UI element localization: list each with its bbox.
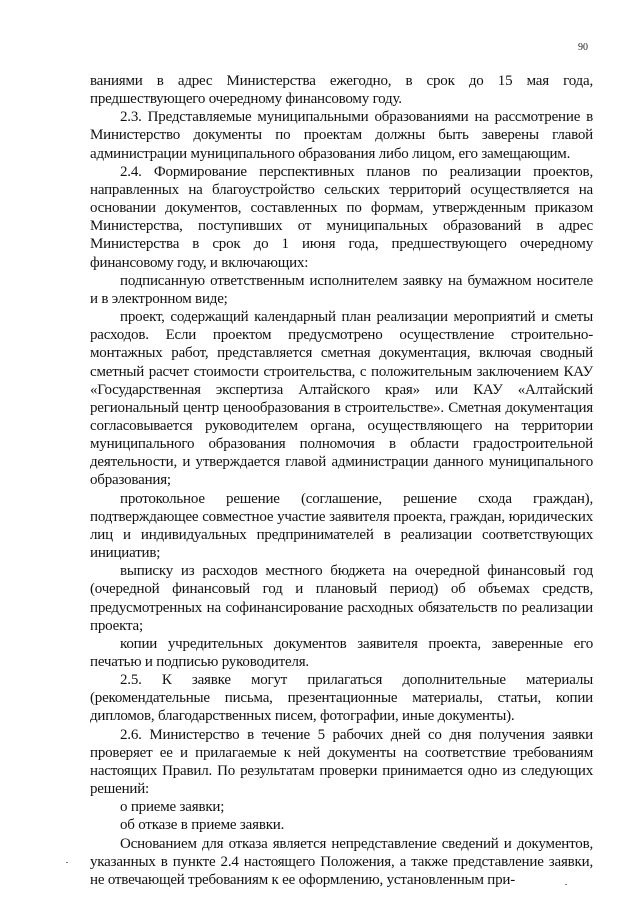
list-item-budget-extract: выписку из расходов местного бюджета на очередной финансовый год (очередной финансовый год и плановый период) об объемах средств, предусмотренных на софинансирование расходных обязательств по реализации проекта;: [90, 563, 593, 634]
scan-artifact-right: [565, 884, 567, 885]
decision-accept: о приеме заявки;: [120, 799, 225, 816]
list-item-project: проект, содержащий календарный план реализации мероприятий и сметы расходов. Если проектом предусмотрено осуществление строительно-монтажных работ, представляется сметная документация, включая сводный сметный расчет стоимости строительства, с положительным заключением КАУ «Государственная экспертиза Алтайского края» или КАУ «Алтайский региональный центр ценообразования в строительстве». Сметная документация согласовывается руководителем органа, осуществляющего на территории муниципального образования полномочия в области градостроительной деятельности, и утверждается главой администрации данного муниципального образования;: [90, 309, 593, 489]
scan-artifact-left: [66, 862, 68, 863]
paragraph-2-6: 2.6. Министерство в течение 5 рабочих дней со дня получения заявки проверяет ее и прилагаемые к ней документы на соответствие требованиям настоящих Правил. По результатам проверки принимается одно из следующих решений:: [90, 726, 593, 798]
paragraph-rejection-grounds: Основанием для отказа является непредставление сведений и документов, указанных в пункте 2.4 настоящего Положения, а также представление заявки, не отвечающей требованиям к ее оформлению, установленным при-: [90, 835, 593, 888]
decision-reject: об отказе в приеме заявки.: [120, 817, 285, 834]
paragraph-2-5: 2.5. К заявке могут прилагаться дополнительные материалы (рекомендательные письма, презентационные материалы, статьи, копии дипломов, благодарственных писем, фотографии, иные документы).: [90, 672, 593, 725]
list-item-protocol: протокольное решение (соглашение, решение схода граждан), подтверждающее совместное участие заявителя проекта, граждан, юридических лиц и индивидуальных предпринимателей в реализации соответствующих инициатив;: [90, 490, 593, 562]
paragraph-continuation: ваниями в адрес Министерства ежегодно, в срок до 15 мая года, предшествующего очередному финансовому году.: [90, 73, 593, 108]
page-number: 90: [578, 42, 588, 53]
document-body: [90, 72, 593, 889]
paragraph-2-4: 2.4. Формирование перспективных планов по реализации проектов, направленных на благоустройство сельских территорий осуществляется на основании документов, составленных по формам, утвержденным приказом Министерства, поступивших от муниципальных образований в адрес Министерства в срок до 1 июня года, предшествующего очередному финансовому году, и включающих:: [90, 163, 593, 271]
list-item-application: подписанную ответственным исполнителем заявку на бумажном носителе и в электронном виде;: [90, 272, 593, 307]
list-item-founding-documents: копии учредительных документов заявителя проекта, заверенные его печатью и подписью руководителя.: [90, 635, 593, 670]
paragraph-2-3: 2.3. Представляемые муниципальными образованиями на рассмотрение в Министерство документы по проектам должны быть заверены главой администрации муниципального образования либо лицом, его замещающим.: [90, 109, 593, 162]
